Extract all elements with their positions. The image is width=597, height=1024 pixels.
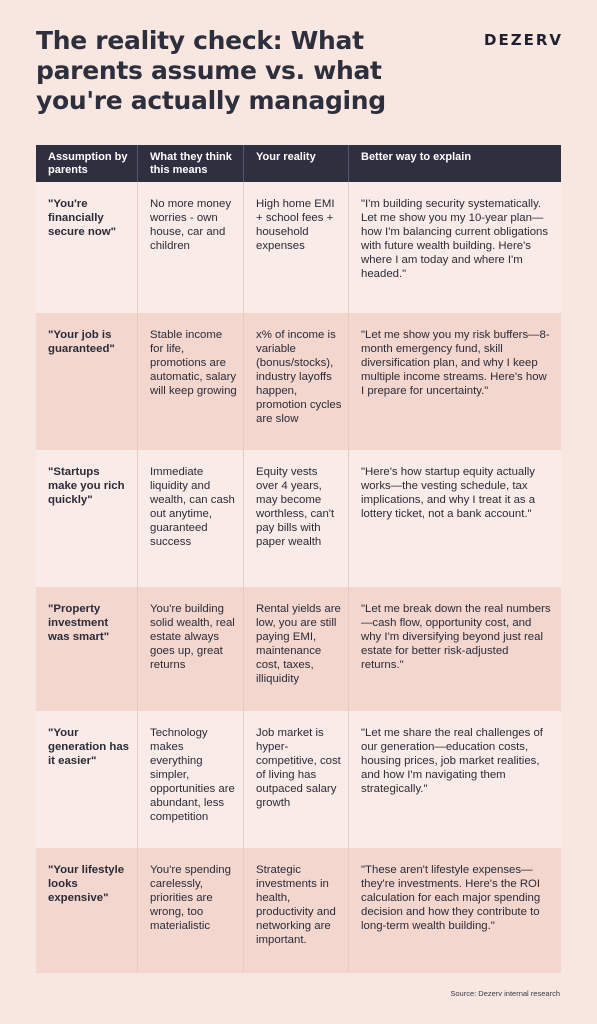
think-cell: Technology makes everything simpler, opportunities are abundant, less competition: [138, 711, 244, 848]
assumption-cell: "Your job is guaranteed": [36, 313, 138, 450]
assumption-cell: "You're financially secure now": [36, 182, 138, 313]
think-cell: No more money worries - own house, car and children: [138, 182, 244, 313]
assumption-cell: "Property investment was smart": [36, 587, 138, 711]
think-cell: Immediate liquidity and wealth, can cash out anytime, guaranteed success: [138, 450, 244, 587]
column-header-reality: Your reality: [244, 145, 349, 182]
table-row: [36, 711, 561, 848]
comparison-table: [36, 145, 561, 973]
reality-cell: Equity vests over 4 years, may become worthless, can't pay bills with paper wealth: [244, 450, 349, 587]
table-row: [36, 182, 561, 313]
explain-cell: "Here's how startup equity actually works—the vesting schedule, tax implications, and why I treat it as a lottery ticket, not a bank account.": [361, 466, 536, 520]
assumption-cell: "Your lifestyle looks expensive": [36, 848, 138, 973]
table-row: [36, 587, 561, 711]
brand-logo: DEZERV: [484, 31, 563, 49]
column-header-explain: Better way to explain: [361, 151, 472, 163]
column-header-assumption: Assumption by parents: [36, 145, 138, 182]
assumption-cell: "Your generation has it easier": [36, 711, 138, 848]
explain-cell: "I'm building security systematically. Let me show you my 10-year plan—how I'm balancing current obligations with future wealth building. Here's where I am today and where I'm headed.": [361, 198, 549, 280]
page-title: The reality check: What parents assume vs. what you're actually managing: [36, 26, 386, 115]
reality-cell: x% of income is variable (bonus/stocks), industry layoffs happen, promotion cycles are slow: [244, 313, 349, 450]
reality-cell: High home EMI + school fees + household expenses: [244, 182, 349, 313]
reality-cell: Rental yields are low, you are still paying EMI, maintenance cost, taxes, illiquidity: [244, 587, 349, 711]
think-cell: You're building solid wealth, real estate always goes up, great returns: [138, 587, 244, 711]
source-note: Source: Dezerv internal research: [450, 989, 560, 998]
think-cell: Stable income for life, promotions are automatic, salary will keep growing: [138, 313, 244, 450]
table-row: [36, 848, 561, 973]
think-cell: You're spending carelessly, priorities are wrong, too materialistic: [138, 848, 244, 973]
column-header-think: What they think this means: [138, 145, 244, 182]
table-row: [36, 450, 561, 587]
explain-cell: "Let me break down the real numbers—cash flow, opportunity cost, and why I'm diversifying beyond just real estate for better risk-adjusted returns.": [361, 603, 551, 671]
explain-cell: "Let me show you my risk buffers—8-month emergency fund, skill diversification plan, and why I keep multiple income streams. Here's how I prepare for uncertainty.": [361, 329, 550, 397]
assumption-cell: "Startups make you rich quickly": [36, 450, 138, 587]
reality-cell: Strategic investments in health, productivity and networking are important.: [244, 848, 349, 973]
reality-cell: Job market is hyper-competitive, cost of living has outpaced salary growth: [244, 711, 349, 848]
explain-cell: "These aren't lifestyle expenses—they're investments. Here's the ROI calculation for each major spending decision and how they contribute to long-term wealth building.": [361, 864, 541, 932]
table-header: [36, 145, 561, 182]
table-row: [36, 313, 561, 450]
explain-cell: "Let me share the real challenges of our generation—education costs, housing prices, job market realities, and how I'm navigating them strategically.": [361, 727, 543, 795]
